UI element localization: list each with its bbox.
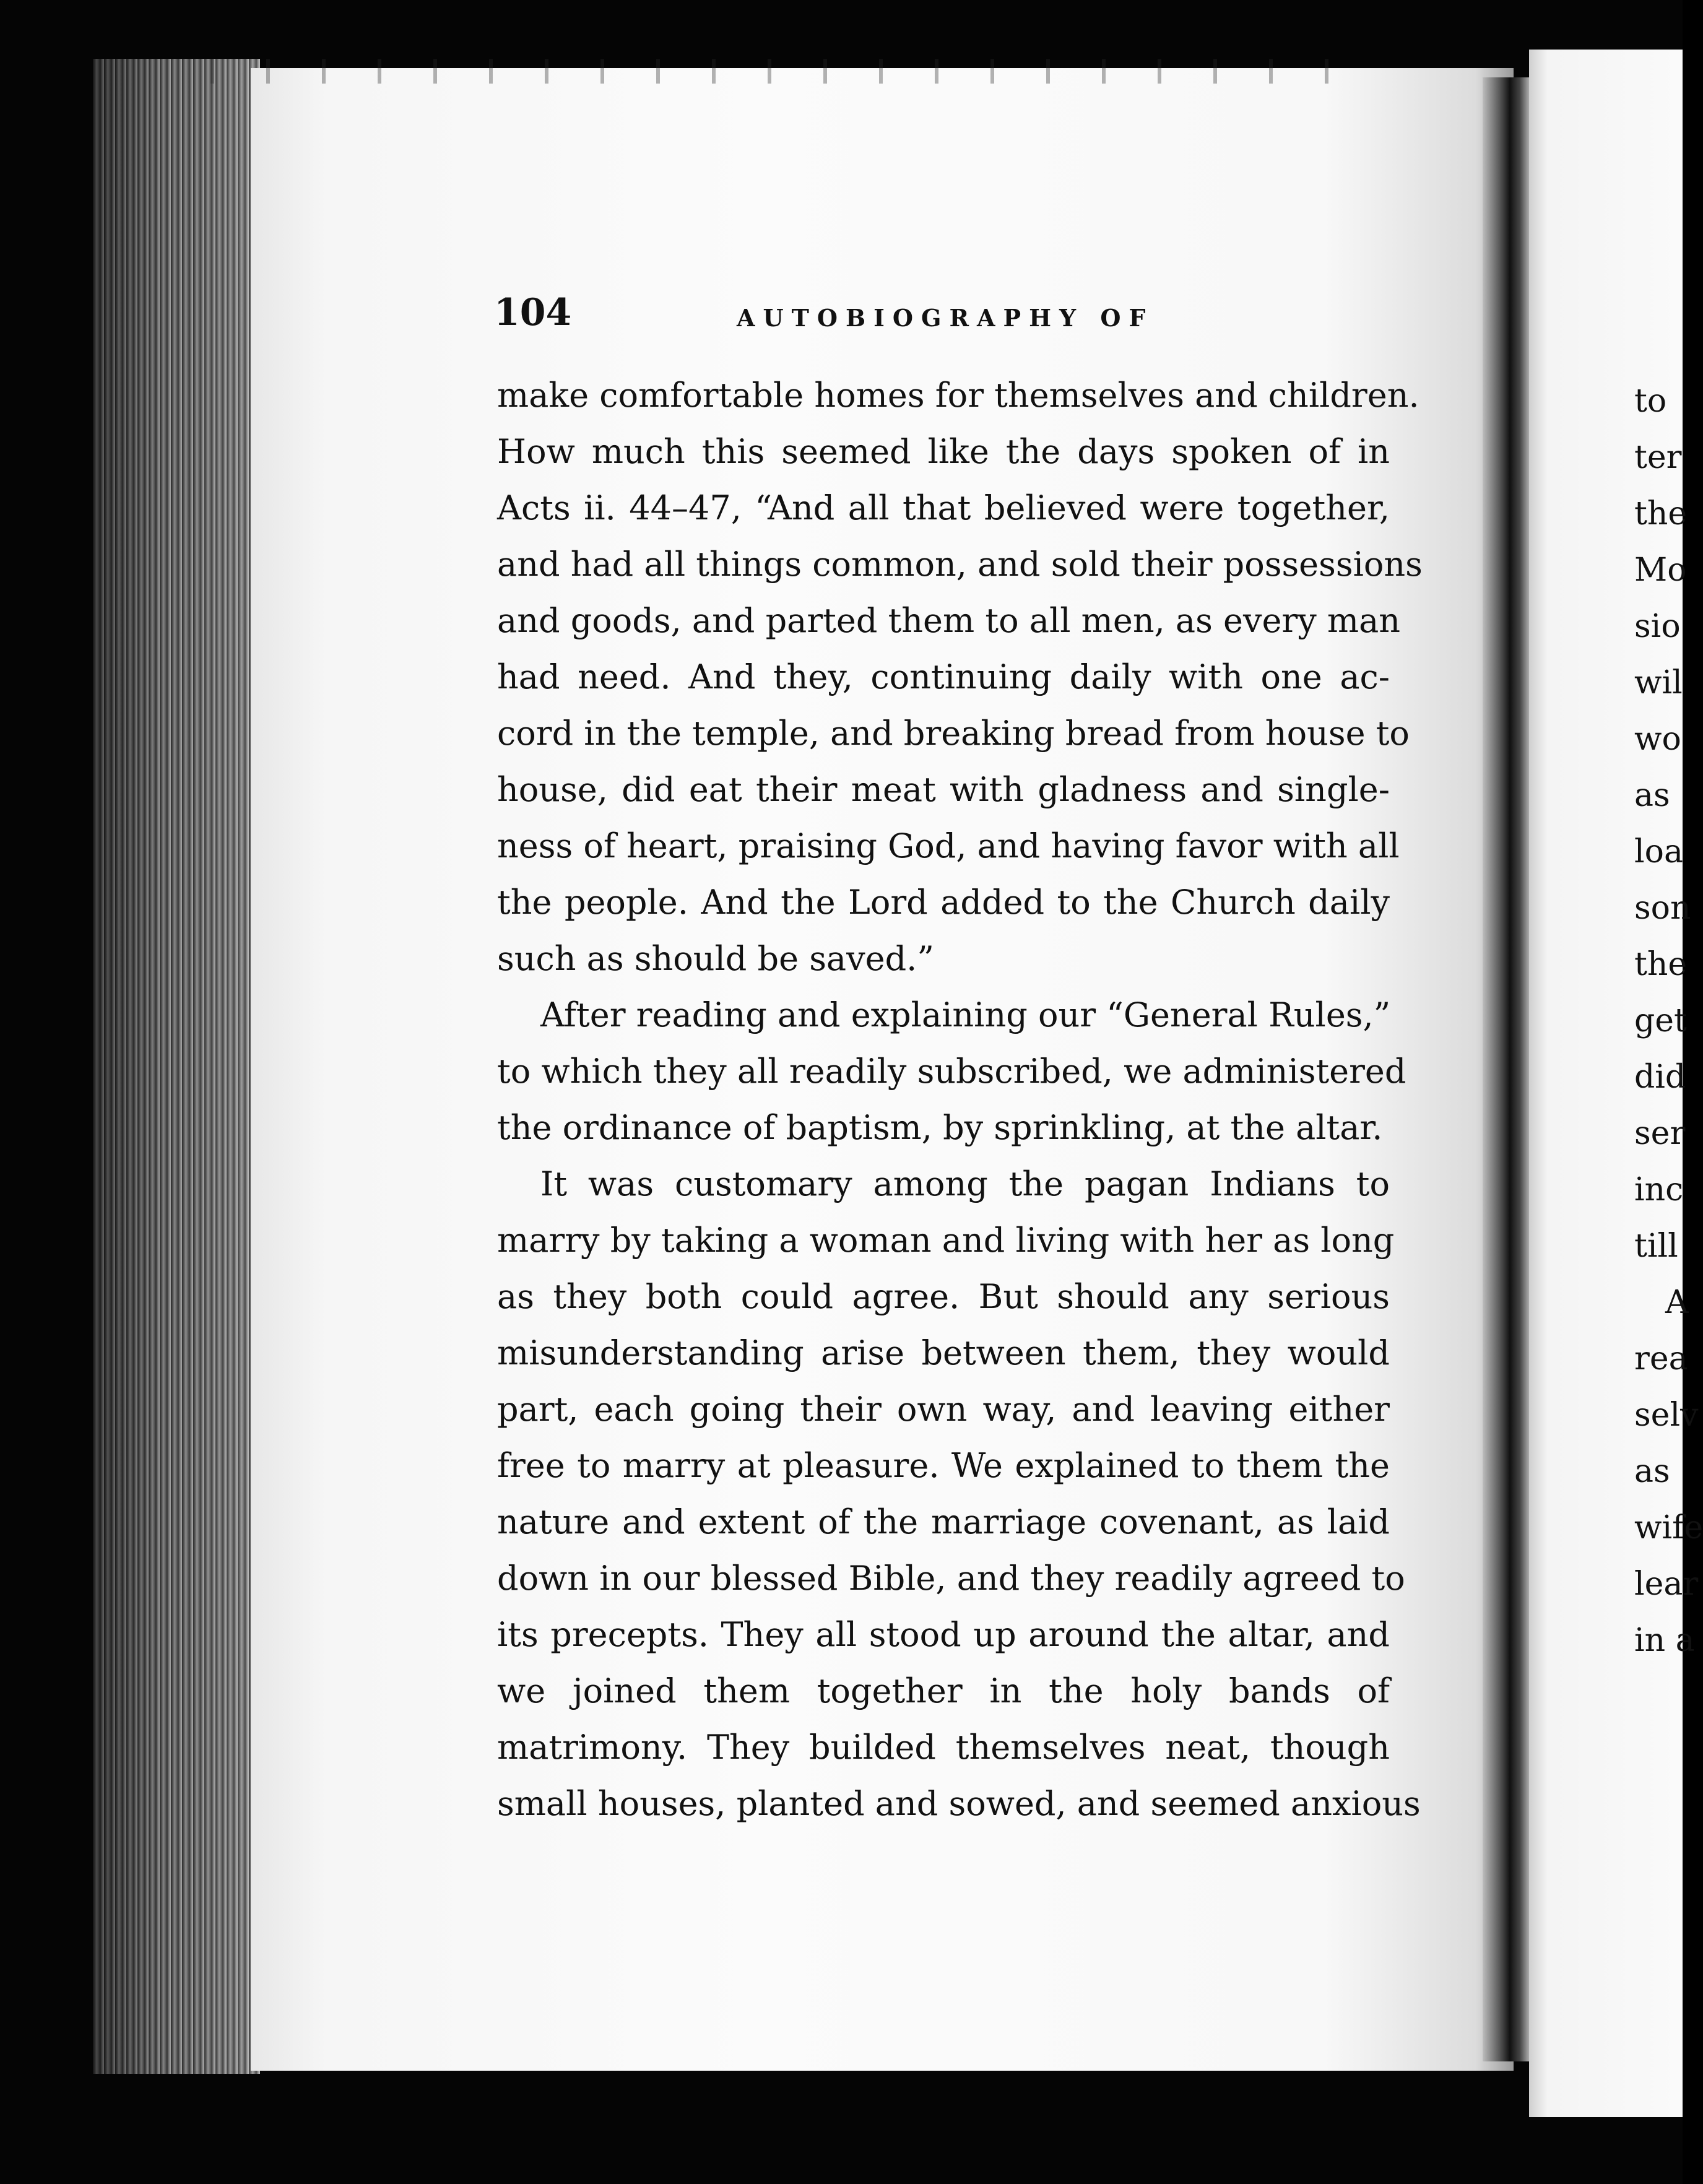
text-line: How much this seemed like the days spoken of in — [497, 432, 1390, 471]
text-line: the ordinance of baptism, by sprinkling, at the altar. — [497, 1108, 1383, 1147]
facing-fragment: did — [1634, 1059, 1686, 1096]
facing-fragment: in a — [1634, 1622, 1695, 1659]
facing-fragment: ser — [1634, 1115, 1686, 1152]
facing-fragment: son — [1634, 890, 1691, 927]
facing-fragment: inc — [1634, 1171, 1684, 1208]
facing-fragment: A — [1665, 1284, 1689, 1321]
text-line: as they both could agree. But should any serious — [497, 1277, 1390, 1316]
facing-fragment: wife — [1634, 1509, 1703, 1546]
facing-fragment: as — [1634, 1453, 1670, 1490]
facing-fragment: the — [1634, 495, 1688, 532]
text-line: cord in the temple, and breaking bread from house to — [497, 714, 1410, 753]
text-line: had need. And they, continuing daily with one ac- — [497, 657, 1390, 696]
text-line: the people. And the Lord added to the Church daily — [497, 883, 1390, 922]
text-line: down in our blessed Bible, and they readily agreed to — [497, 1559, 1405, 1598]
book-gutter — [1483, 77, 1532, 2061]
facing-fragment: ter — [1634, 439, 1682, 476]
facing-fragment: till — [1634, 1228, 1678, 1265]
facing-fragment: as — [1634, 777, 1670, 814]
text-line: small houses, planted and sowed, and seemed anxious — [497, 1784, 1421, 1823]
page-number: 104 — [494, 291, 572, 334]
text-line: its precepts. They all stood up around the altar, and — [497, 1615, 1390, 1654]
text-line: It was customary among the pagan Indians to — [540, 1164, 1390, 1203]
text-line: house, did eat their meat with gladness and single- — [497, 770, 1390, 809]
text-line: nature and extent of the marriage covenant, as laid — [497, 1502, 1390, 1541]
facing-fragment: sio — [1634, 608, 1681, 645]
scan-dirt — [186, 59, 1362, 84]
text-line: and goods, and parted them to all men, as every man — [497, 601, 1401, 640]
facing-fragment: rea — [1634, 1340, 1688, 1377]
facing-fragment: wo — [1634, 721, 1681, 758]
text-line: make comfortable homes for themselves and children. — [497, 376, 1419, 415]
page-edges — [93, 59, 260, 2074]
text-line: we joined them together in the holy bands of — [497, 1671, 1390, 1710]
text-line: part, each going their own way, and leaving either — [497, 1390, 1390, 1429]
text-line: Acts ii. 44–47, “And all that believed were together, — [497, 488, 1390, 527]
facing-fragment: selv — [1634, 1397, 1699, 1434]
facing-fragment: get — [1634, 1002, 1687, 1039]
facing-fragment: the — [1634, 946, 1688, 983]
facing-fragment: lear — [1634, 1566, 1699, 1603]
facing-fragment: Mo — [1634, 552, 1687, 589]
text-line: marry by taking a woman and living with her as long — [497, 1221, 1395, 1260]
running-title: AUTOBIOGRAPHY OF — [737, 304, 1154, 332]
text-line: and had all things common, and sold their possessions — [497, 545, 1423, 584]
text-line: free to marry at pleasure. We explained to them the — [497, 1446, 1390, 1485]
facing-fragment: loa — [1634, 833, 1683, 870]
facing-fragment: to — [1634, 383, 1667, 420]
facing-fragment: wil — [1634, 664, 1683, 701]
text-line: misunderstanding arise between them, they would — [497, 1333, 1390, 1372]
text-line: such as should be saved.” — [497, 939, 934, 978]
text-line: After reading and explaining our “General Rules,” — [540, 995, 1391, 1034]
text-line: matrimony. They builded themselves neat, though — [497, 1728, 1390, 1767]
text-line: to which they all readily subscribed, we administered — [497, 1052, 1406, 1091]
text-line: ness of heart, praising God, and having favor with all — [497, 826, 1400, 865]
